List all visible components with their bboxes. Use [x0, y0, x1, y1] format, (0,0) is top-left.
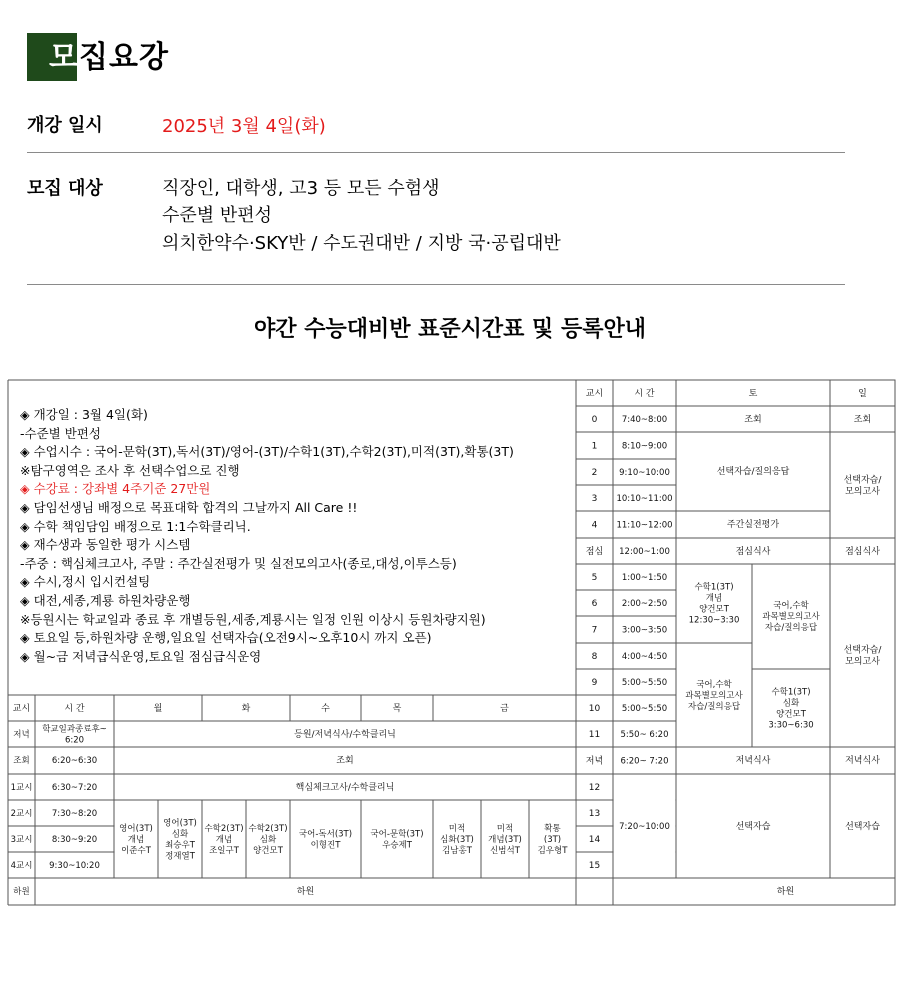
- period-label: 2: [591, 468, 598, 479]
- weekday-time-label: 8:30~9:20: [51, 834, 98, 845]
- period-label: 7: [591, 625, 598, 636]
- weekday-period-label: 하원: [13, 886, 30, 897]
- note-line: ※등원시는 학교일과 종료 후 개별등원,세종,계룡시는 일정 인원 이상시 등원차량지원): [20, 611, 486, 627]
- time-label: 5:50~ 6:20: [620, 729, 669, 740]
- note-line: ◈ 수학 책임담임 배정으로 1:1수학클리닉.: [20, 518, 251, 534]
- note-line: ◈ 담임선생님 배정으로 목표대학 합격의 그날까지 All Care !!: [20, 499, 358, 515]
- weekday-header-cell: 시 간: [64, 704, 85, 715]
- sun-assembly: 조회: [853, 415, 872, 426]
- class-cell: 영어(3T) 심화 최승우T 정재열T: [163, 818, 197, 862]
- target-line-2: 수준별 반편성: [162, 205, 273, 226]
- sun-lunch: 점심식사: [845, 547, 880, 558]
- note-line: ◈ 월~금 저녁급식운영,토요일 점심급식운영: [20, 648, 262, 664]
- weekday-period-label: 2교시: [10, 808, 33, 819]
- time-label: 7:20~10:00: [619, 821, 670, 832]
- weekday-assembly-row: 조회: [336, 756, 354, 767]
- period-label: 15: [588, 861, 601, 872]
- period-label: 0: [591, 415, 598, 426]
- target-line-1: 직장인, 대학생, 고3 등 모든 수험생: [162, 178, 440, 199]
- weekday-check-test-row: 핵심체크고사/수학클리닉: [295, 783, 395, 794]
- timetable-section-title: 야간 수능대비반 표준시간표 및 등록안내: [254, 317, 646, 342]
- weekday-header-cell: 화: [241, 704, 251, 715]
- weekday-header-cell: 교시: [12, 704, 31, 715]
- weekday-header-cell: 월: [153, 704, 163, 715]
- target-line-3: 의치한약수·SKY반 / 수도권대반 / 지방 국·공립대반: [162, 233, 561, 254]
- period-label: 점심: [585, 547, 604, 558]
- time-label: 7:40~8:00: [621, 414, 668, 425]
- sat-self-study: 선택자습: [735, 822, 771, 833]
- weekday-arrival-row: 등원/저녁식사/수학클리닉: [294, 730, 396, 741]
- sun-study-mock: 선택자습/ 모의고사: [843, 475, 882, 497]
- registration-notes: [20, 406, 580, 666]
- weekday-period-label: 1교시: [10, 782, 33, 793]
- period-label: 10: [588, 704, 601, 715]
- note-line: ◈ 개강일 : 3월 4일(화): [20, 407, 148, 422]
- period-label: 5: [591, 573, 598, 584]
- class-cell: 수학2(3T) 개념 조일구T: [204, 823, 244, 857]
- note-line: -주중 : 핵심체크고사, 주말 : 주간실전평가 및 실전모의고사(종로,대성,이투스등): [20, 555, 457, 571]
- note-line: ◈ 수업시수 : 국어-문학(3T),독서(3T)/영어-(3T)/수학1(3T),수학2(3T),미적(3T),확통(3T): [20, 444, 514, 460]
- time-label: 10:10~11:00: [616, 493, 673, 504]
- weekend-header-cell: 토: [748, 389, 758, 400]
- weekend-header-cell: 시 간: [634, 389, 655, 400]
- weekday-dismissal-row: 하원: [296, 887, 315, 898]
- note-line: ※탐구영역은 조사 후 선택수업으로 진행: [20, 462, 240, 478]
- opening-date-value: 2025년 3월 4일(화): [162, 116, 326, 137]
- weekday-period-label: 저녁: [13, 729, 30, 740]
- sat-math1-advanced: 수학1(3T) 심화 양건모T 3:30~6:30: [768, 687, 814, 731]
- period-label: 14: [588, 835, 601, 846]
- sun-dinner: 저녁식사: [845, 756, 880, 767]
- period-label: 9: [591, 678, 598, 689]
- period-label: 저녁: [585, 756, 604, 767]
- period-label: 4: [591, 520, 598, 531]
- period-label: 12: [588, 783, 601, 794]
- page-title-rest: 집요강: [78, 40, 169, 75]
- time-label: 12:00~1:00: [619, 546, 670, 557]
- class-cell: 확통 (3T) 김우형T: [537, 823, 568, 857]
- weekday-period-label: 조회: [13, 755, 30, 766]
- target-label: 모집 대상: [27, 178, 103, 199]
- period-label: 11: [588, 730, 601, 741]
- weekend-dismissal: 하원: [776, 887, 795, 898]
- time-label: 3:00~3:50: [621, 625, 668, 636]
- weekday-header-cell: 목: [392, 704, 402, 715]
- period-label: 1: [591, 441, 598, 452]
- page-title-first-char: 모: [49, 40, 79, 75]
- sat-weekly-test: 주간실전평가: [726, 520, 780, 531]
- sat-math1-concept: 수학1(3T) 개념 양건모T 12:30~3:30: [688, 582, 740, 626]
- class-cell: 미적 개념(3T) 신범석T: [488, 823, 522, 857]
- time-label: 5:00~5:50: [621, 677, 668, 688]
- note-line: ◈ 토요일 등,하원차량 운행,일요일 선택자습(오전9시~오후10시 까지 오픈): [20, 630, 432, 646]
- period-label: 6: [591, 599, 598, 610]
- weekday-period-label: 3교시: [10, 834, 33, 845]
- weekday-time-label: 7:30~8:20: [51, 808, 98, 819]
- sat-kor-math-qa: 국어,수학 과목별모의고사 자습/질의응답: [762, 600, 820, 634]
- sat-lunch: 점심식사: [735, 547, 771, 558]
- sun-self-study: 선택자습: [845, 822, 880, 833]
- period-label: 13: [588, 809, 601, 820]
- sat-kor-math-qa: 국어,수학 과목별모의고사 자습/질의응답: [685, 679, 743, 713]
- weekday-time-label: 9:30~10:20: [49, 860, 100, 871]
- weekday-header-cell: 수: [321, 704, 330, 715]
- class-cell: 국어-독서(3T) 이형진T: [298, 829, 353, 851]
- sat-self-study-qa: 선택자습/질의응답: [716, 467, 790, 478]
- time-label: 11:10~12:00: [616, 520, 673, 531]
- note-line-tuition: ◈ 수강료 : 강좌별 4주기준 27만원: [20, 481, 211, 497]
- note-line: ◈ 재수생과 동일한 평가 시스템: [20, 537, 191, 553]
- weekend-header-cell: 일: [858, 389, 867, 400]
- opening-date-label: 개강 일시: [27, 115, 103, 136]
- note-line: -수준별 반편성: [20, 425, 101, 441]
- class-cell: 국어-문학(3T) 우승제T: [370, 829, 424, 851]
- time-label: 1:00~1:50: [621, 572, 668, 583]
- period-label: 3: [591, 494, 598, 505]
- time-label: 2:00~2:50: [621, 598, 668, 609]
- sun-study-mock: 선택자습/ 모의고사: [843, 645, 882, 667]
- weekday-period-label: 4교시: [10, 860, 33, 871]
- note-line: ◈ 수시,정시 입시컨설팅: [20, 574, 151, 590]
- period-label: 8: [591, 652, 598, 663]
- time-label: 5:00~5:50: [621, 703, 668, 714]
- time-label: 4:00~4:50: [621, 651, 668, 662]
- sat-assembly: 조회: [744, 415, 762, 426]
- weekday-time-label: 학교일과종료후~ 6:20: [42, 724, 107, 746]
- weekend-header-cell: 교시: [585, 389, 604, 400]
- time-label: 6:20~ 7:20: [620, 756, 669, 767]
- class-cell: 영어(3T) 개념 이준수T: [119, 823, 153, 857]
- time-label: 9:10~10:00: [619, 467, 670, 478]
- time-label: 8:10~9:00: [621, 441, 668, 452]
- note-line: ◈ 대전,세종,계룡 하원차량운행: [20, 592, 191, 608]
- weekday-header-cell: 금: [500, 704, 509, 715]
- sat-dinner: 저녁식사: [735, 756, 771, 767]
- class-cell: 미적 심화(3T) 김남홍T: [440, 823, 474, 857]
- class-cell: 수학2(3T) 심화 양건모T: [248, 823, 288, 857]
- weekday-time-label: 6:20~6:30: [51, 755, 98, 766]
- weekday-time-label: 6:30~7:20: [51, 782, 98, 793]
